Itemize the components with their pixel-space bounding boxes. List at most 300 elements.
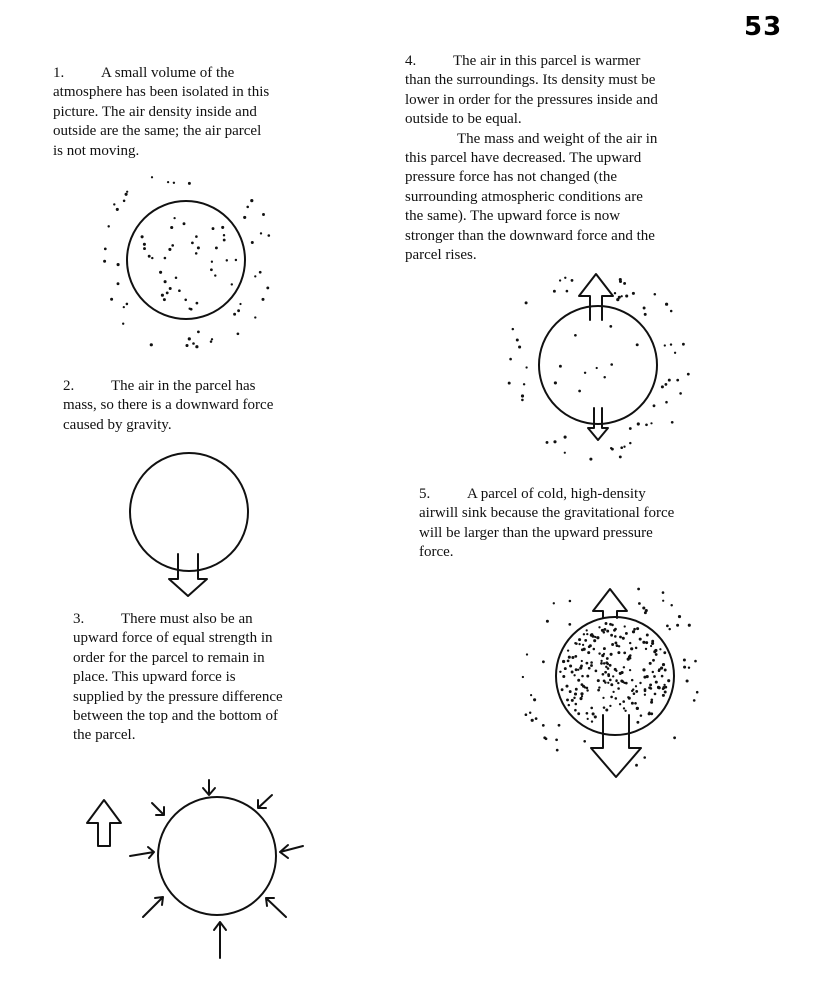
air-dot	[636, 343, 639, 346]
air-dot	[237, 332, 240, 335]
paragraph-5-line: will be larger than the upward pressure	[419, 524, 653, 541]
air-dot	[574, 709, 577, 712]
air-dot	[581, 648, 584, 651]
air-dot	[654, 293, 657, 296]
paragraph-4-line: than the surroundings. Its density must be	[405, 72, 656, 89]
air-dot	[671, 421, 674, 424]
air-dot	[639, 682, 641, 684]
air-dot	[148, 255, 151, 258]
air-dot	[221, 226, 224, 229]
air-dot	[250, 199, 253, 202]
paragraph-5-number: 5.	[419, 486, 431, 502]
air-dot	[658, 668, 661, 671]
air-dot	[587, 718, 589, 720]
air-dot	[664, 383, 667, 386]
paragraph-3-line: supplied by the pressure difference	[73, 688, 283, 705]
air-dot	[642, 641, 645, 644]
air-dot	[610, 363, 613, 366]
paragraph-3-line: between the top and the bottom of	[73, 708, 278, 725]
air-dot	[210, 340, 213, 343]
air-dot	[561, 688, 564, 691]
air-dot	[644, 313, 647, 316]
air-dot	[166, 291, 169, 294]
figure-5-gravity-arrow	[591, 715, 641, 777]
air-dot	[107, 225, 109, 227]
air-dot	[617, 687, 620, 690]
air-dot	[214, 274, 216, 276]
air-dot	[582, 644, 584, 646]
air-dot	[646, 634, 649, 637]
air-dot	[619, 636, 622, 639]
air-dot	[650, 712, 653, 715]
air-dot	[659, 648, 661, 650]
air-dot	[602, 697, 604, 699]
air-dot	[522, 676, 524, 678]
air-dot	[609, 664, 612, 667]
air-dot	[683, 666, 686, 669]
air-dot	[645, 641, 648, 644]
air-dot	[521, 399, 524, 402]
air-dot	[583, 633, 585, 635]
air-dot	[607, 673, 610, 676]
air-dot	[623, 707, 625, 709]
air-dot	[644, 688, 647, 691]
figure-3-pressure-arrows	[130, 780, 303, 958]
air-dot	[661, 385, 664, 388]
air-dot	[104, 248, 107, 251]
air-dot	[582, 685, 585, 688]
paragraph-5-line: A parcel of cold, high-density	[467, 486, 646, 502]
pressure-arrow-top-right	[258, 795, 272, 808]
air-dot	[588, 667, 591, 670]
air-dot	[125, 193, 128, 196]
air-dot	[603, 653, 605, 655]
air-dot	[562, 675, 565, 678]
air-dot	[553, 290, 556, 293]
air-dot	[636, 721, 639, 724]
air-dot	[211, 338, 213, 340]
air-dot	[197, 331, 200, 334]
paragraph-3-line: order for the parcel to remain in	[73, 649, 265, 666]
air-dot	[634, 702, 637, 705]
air-dot	[650, 422, 652, 424]
air-dot	[586, 712, 589, 715]
paragraph-4-line: the same). The upward force is now	[405, 208, 621, 225]
air-dot	[567, 660, 570, 663]
air-dot	[226, 259, 228, 261]
air-dot	[688, 666, 690, 668]
paragraph-3-number: 3.	[73, 611, 85, 627]
air-dot	[603, 662, 606, 665]
air-dot	[630, 647, 633, 650]
air-dot	[587, 651, 590, 654]
air-dot	[650, 645, 652, 647]
air-dot	[646, 675, 649, 678]
air-dot	[254, 275, 256, 277]
air-dot	[212, 227, 215, 230]
air-dot	[623, 446, 625, 448]
air-dot	[614, 628, 617, 631]
air-dot	[644, 694, 646, 696]
air-dot	[562, 660, 565, 663]
air-dot	[696, 691, 699, 694]
figure-5-air-dots	[522, 588, 699, 767]
air-dot	[662, 600, 664, 602]
air-dot	[623, 682, 625, 684]
air-dot	[643, 756, 646, 759]
air-dot	[597, 689, 600, 692]
paragraph-4-line: pressure force has not changed (the	[405, 169, 617, 186]
air-dot	[117, 282, 120, 285]
air-dot	[610, 653, 613, 656]
air-dot	[556, 749, 559, 752]
air-dot	[164, 280, 167, 283]
air-dot	[568, 704, 570, 706]
air-dot	[603, 706, 606, 709]
air-dot	[619, 455, 622, 458]
air-dot	[235, 259, 237, 261]
air-dot	[657, 686, 660, 689]
air-dot	[645, 648, 647, 650]
air-dot	[664, 669, 667, 672]
air-dot	[649, 662, 652, 665]
pressure-arrow-right	[280, 845, 303, 858]
air-dot	[195, 252, 198, 255]
paragraph-1-line: A small volume of the	[101, 65, 235, 81]
air-dot	[535, 717, 538, 720]
air-dot	[103, 260, 106, 263]
air-dot	[167, 181, 169, 183]
figure-2-parcel-circle	[130, 453, 248, 571]
paragraph-3-line: There must also be an	[121, 611, 253, 627]
air-dot	[151, 257, 153, 259]
air-dot	[512, 328, 514, 330]
air-dot	[635, 764, 638, 767]
air-dot	[636, 707, 639, 710]
air-dot	[188, 337, 191, 340]
air-dot	[668, 379, 671, 382]
air-dot	[246, 206, 249, 209]
air-dot	[615, 697, 618, 700]
air-dot	[586, 675, 589, 678]
air-dot	[611, 643, 614, 646]
air-dot	[642, 606, 645, 609]
air-dot	[161, 294, 164, 297]
air-dot	[614, 641, 617, 644]
air-dot	[590, 661, 593, 664]
air-dot	[598, 652, 600, 654]
air-dot	[559, 279, 561, 281]
air-dot	[615, 680, 617, 682]
air-dot	[653, 650, 656, 653]
paragraph-3-line: the parcel.	[73, 727, 136, 744]
air-dot	[605, 622, 608, 625]
air-dot	[632, 292, 635, 295]
air-dot	[259, 271, 262, 274]
air-dot	[625, 294, 628, 297]
air-dot	[530, 694, 532, 696]
air-dot	[606, 657, 609, 660]
air-dot	[640, 714, 643, 717]
air-dot	[619, 703, 621, 705]
figure-3-parcel-circle	[158, 797, 276, 915]
air-dot	[629, 642, 631, 644]
air-dot	[637, 588, 640, 591]
air-dot	[665, 401, 668, 404]
air-dot	[614, 635, 617, 638]
air-dot	[525, 366, 527, 368]
paragraph-4-line: this parcel have decreased. The upward	[405, 150, 642, 167]
air-dot	[586, 633, 588, 635]
air-dot	[635, 647, 638, 650]
air-dot	[578, 390, 581, 393]
air-dot	[605, 709, 608, 712]
air-dot	[673, 736, 676, 739]
air-dot	[651, 699, 654, 702]
air-dot	[578, 643, 580, 645]
air-dot	[683, 659, 686, 662]
pressure-arrow-left	[130, 847, 154, 858]
air-dot	[631, 690, 633, 692]
air-dot	[636, 627, 639, 630]
air-dot	[619, 278, 622, 281]
air-dot	[571, 671, 574, 674]
air-dot	[113, 203, 115, 205]
air-dot	[594, 715, 597, 718]
air-dot	[598, 686, 600, 688]
paragraph-1-line: outside are the same; the air parcel	[53, 123, 262, 140]
air-dot	[529, 712, 531, 714]
air-dot	[655, 653, 658, 656]
air-dot	[173, 182, 175, 184]
air-dot	[652, 671, 654, 673]
air-dot	[571, 656, 574, 659]
air-dot	[168, 248, 171, 251]
pressure-arrow-bottom	[214, 922, 226, 958]
air-dot	[558, 724, 561, 727]
air-dot	[579, 697, 582, 700]
air-dot	[670, 604, 672, 606]
air-dot	[568, 656, 571, 659]
air-dot	[607, 667, 610, 670]
air-dot	[163, 298, 166, 301]
air-dot	[122, 323, 124, 325]
paragraph-2-line: The air in the parcel has	[111, 378, 256, 394]
air-dot	[623, 282, 626, 285]
air-dot	[664, 691, 667, 694]
paragraph-4-line: lower in order for the pressures inside and	[405, 91, 658, 108]
air-dot	[644, 611, 647, 614]
air-dot	[581, 660, 583, 662]
air-dot	[261, 298, 264, 301]
air-dot	[151, 176, 153, 178]
air-dot	[668, 628, 670, 630]
paragraph-4-line: parcel rises.	[405, 247, 477, 264]
paragraph-4-line: surrounding atmospheric conditions are	[405, 188, 643, 205]
air-dot	[188, 182, 191, 185]
air-dot	[584, 639, 587, 642]
air-dot	[645, 423, 648, 426]
air-dot	[596, 367, 598, 369]
air-dot	[598, 626, 600, 628]
air-dot	[663, 684, 665, 686]
air-dot	[674, 352, 676, 354]
air-dot	[628, 697, 631, 700]
air-dot	[509, 358, 512, 361]
air-dot	[664, 686, 667, 689]
air-dot	[575, 703, 578, 706]
paragraph-1-line: atmosphere has been isolated in this	[53, 84, 270, 101]
air-dot	[625, 632, 628, 635]
paragraph-2-line: mass, so there is a downward force	[63, 397, 274, 414]
air-dot	[648, 686, 651, 689]
air-dot	[126, 303, 129, 306]
paragraph-2-number: 2.	[63, 378, 75, 394]
air-dot	[542, 724, 545, 727]
air-dot	[243, 216, 246, 219]
air-dot	[614, 292, 616, 294]
air-dot	[592, 712, 595, 715]
air-dot	[573, 674, 575, 676]
air-dot	[655, 681, 658, 684]
air-dot	[191, 242, 194, 245]
air-dot	[635, 685, 637, 687]
air-dot	[170, 226, 173, 229]
air-dot	[531, 719, 534, 722]
air-dot	[533, 698, 536, 701]
air-dot	[169, 287, 172, 290]
air-dot	[123, 306, 125, 308]
air-dot	[612, 691, 614, 693]
air-dot	[662, 694, 665, 697]
air-dot	[171, 244, 174, 247]
paragraph-3-line: upward force of equal strength in	[73, 630, 273, 647]
air-dot	[574, 334, 577, 337]
air-dot	[571, 699, 574, 702]
air-dot	[624, 625, 626, 627]
air-dot	[126, 191, 128, 193]
air-dot	[211, 261, 213, 263]
air-dot	[577, 679, 580, 682]
paragraph-1-line: is not moving.	[53, 142, 140, 159]
air-dot	[633, 692, 636, 695]
air-dot	[688, 624, 691, 627]
air-dot	[178, 289, 181, 292]
air-dot	[590, 707, 593, 710]
air-dot	[629, 427, 632, 430]
air-dot	[581, 675, 584, 678]
air-dot	[682, 343, 685, 346]
air-dot	[577, 712, 580, 715]
air-dot	[621, 671, 624, 674]
air-dot	[616, 644, 619, 647]
air-dot	[643, 307, 646, 310]
air-dot	[569, 600, 572, 603]
air-dot	[575, 688, 578, 691]
air-dot	[580, 692, 583, 695]
air-dot	[593, 648, 596, 651]
page-number: 53	[744, 12, 783, 42]
air-dot	[617, 682, 619, 684]
air-dot	[633, 628, 636, 631]
air-dot	[518, 345, 521, 348]
air-dot	[620, 446, 623, 449]
air-dot	[596, 636, 599, 639]
air-dot	[525, 713, 528, 716]
air-dot	[606, 630, 609, 633]
air-dot	[602, 673, 605, 676]
air-dot	[223, 239, 226, 242]
air-dot	[110, 298, 113, 301]
air-dot	[586, 629, 588, 631]
air-dot	[609, 679, 612, 682]
air-dot	[621, 295, 623, 297]
air-dot	[590, 633, 593, 636]
air-dot	[654, 693, 657, 696]
paragraph-4-line: outside to be equal.	[405, 111, 522, 128]
air-dot	[267, 234, 270, 237]
air-dot	[686, 679, 689, 682]
air-dot	[184, 299, 187, 302]
air-dot	[607, 682, 609, 684]
air-dot	[603, 376, 605, 378]
air-dot	[581, 695, 583, 697]
figure-2-gravity-arrow	[169, 554, 207, 596]
air-dot	[569, 664, 572, 667]
air-dot	[566, 290, 569, 293]
air-dot	[676, 624, 679, 627]
air-dot	[262, 213, 265, 216]
air-dot	[642, 668, 645, 671]
air-dot	[574, 642, 576, 644]
paragraph-1-line: picture. The air density inside and	[53, 103, 257, 120]
air-dot	[666, 625, 669, 628]
air-dot	[523, 383, 525, 385]
air-dot	[606, 662, 609, 665]
air-dot	[239, 303, 241, 305]
air-dot	[564, 452, 566, 454]
paragraph-4-line: The mass and weight of the air in	[457, 130, 658, 147]
air-dot	[590, 664, 593, 667]
air-dot	[579, 666, 582, 669]
air-dot	[631, 679, 634, 682]
air-dot	[559, 365, 562, 368]
air-dot	[664, 344, 666, 346]
air-dot	[687, 373, 690, 376]
air-dot	[612, 675, 614, 677]
air-dot	[693, 699, 696, 702]
air-dot	[662, 663, 665, 666]
air-dot	[574, 655, 577, 658]
air-dot	[589, 458, 592, 461]
air-dot	[609, 325, 612, 328]
air-dot	[195, 235, 198, 238]
air-dot	[679, 392, 682, 395]
paragraph-1-number: 1.	[53, 65, 65, 81]
air-dot	[584, 372, 586, 374]
paragraph-2-line: caused by gravity.	[63, 416, 172, 433]
air-dot	[197, 246, 200, 249]
air-dot	[663, 651, 666, 654]
paragraph-5-line: force.	[419, 544, 454, 561]
air-dot	[164, 257, 167, 260]
air-dot	[639, 638, 642, 641]
figure-4-upward-arrow	[579, 274, 613, 320]
air-dot	[586, 662, 589, 665]
air-dot	[559, 671, 561, 673]
air-dot	[662, 591, 665, 594]
air-dot	[195, 345, 198, 348]
